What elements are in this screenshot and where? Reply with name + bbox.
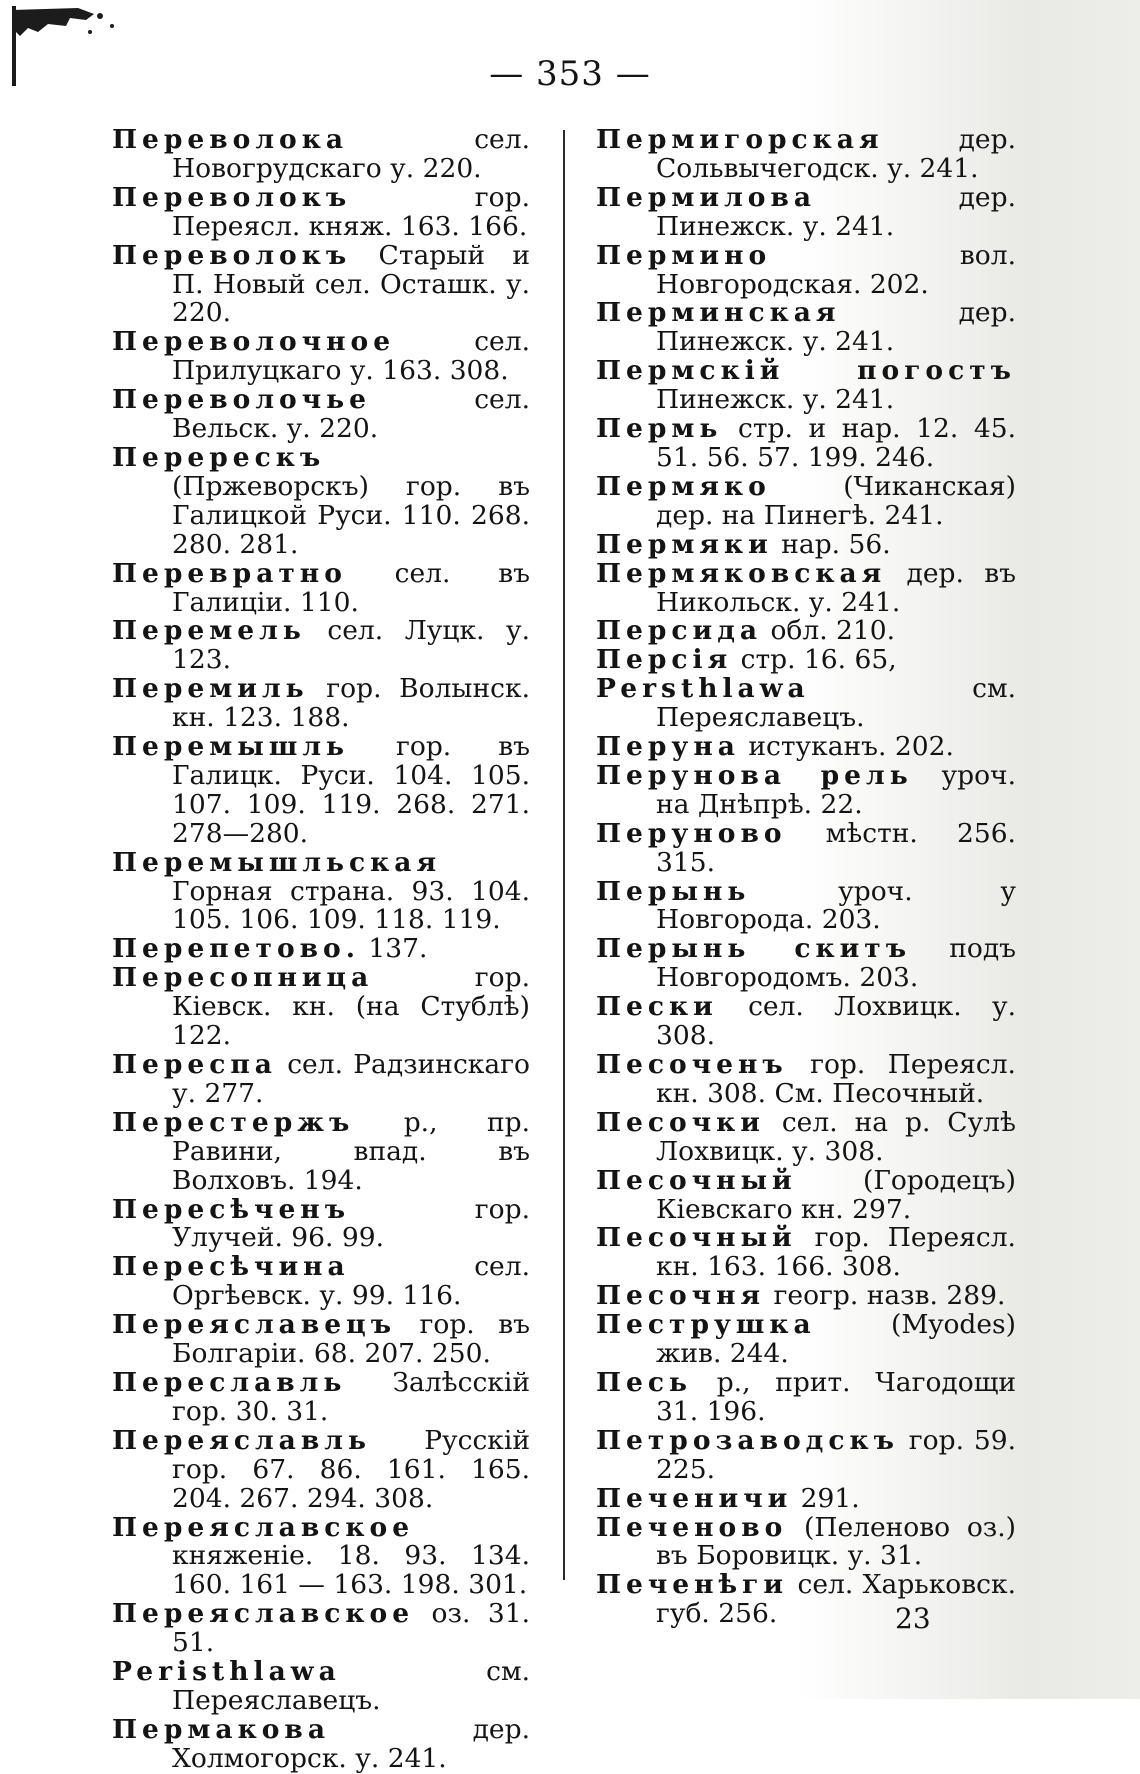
entry-headword: Пересѣченъ [112,1193,351,1225]
entry-references: геогр. назв. 289. [765,1280,1006,1312]
entry-headword: Пермяковская [596,557,887,589]
index-entry [112,1311,530,1369]
entry-headword: Песь [596,1366,693,1398]
entry-headword: Песоченъ [596,1049,788,1080]
index-entry [596,759,1016,820]
index-entry [112,328,530,386]
index-entry [112,964,530,1051]
index-entry [596,1224,1016,1282]
entry-references: гор. Переясл. княж. 163. 166. [172,181,530,242]
index-column-right [596,126,1016,1629]
entry-headword: Пересѣчина [112,1251,350,1283]
entry-references: обл. 210. [762,615,896,647]
entry-references: р., прит. Чагодощи 31. 196. [656,1366,1016,1427]
index-entry [596,993,1016,1051]
index-entry [112,1511,530,1601]
entry-references: р., пр. Равини, впад. въ Волховъ. 194. [172,1106,530,1196]
entry-headword: Перерескъ [112,441,326,473]
entry-headword: Пермакова [112,1713,331,1745]
entry-headword: Пермяки [596,528,773,560]
index-entry [112,1658,530,1716]
entry-headword: Песочный [596,1222,797,1254]
index-entry [596,675,1016,733]
entry-references: дер. Холмогорск. у. 241. [172,1713,530,1774]
entry-headword: Песочки [596,1106,765,1138]
entry-headword: Пермилова [596,181,817,213]
index-entry [596,181,1016,242]
entry-references: сел. Вельск. у. 220. [172,384,530,445]
entry-references: гор. Улучей. 96. 99. [172,1193,530,1254]
index-entry [596,935,1016,993]
entry-headword: Переславль [112,1366,347,1398]
entry-headword: Перевратно [112,557,347,589]
entry-references: Русскій гор. 67. 86. 161. 165. 204. 267. 294. 308. [172,1424,530,1514]
entry-references: сел. Радзинскаго у. 277. [172,1049,530,1109]
entry-headword: Перуново [596,817,787,849]
entry-references: уроч. на Днѣпрѣ. 22. [656,759,1016,820]
entry-headword: Переволочье [112,384,371,416]
index-entry [112,675,530,733]
entry-references: сел. Луцк. у. 123. [172,615,530,676]
index-entry [112,1193,530,1254]
entry-headword: Переволокъ [112,239,352,271]
entry-references: сел. на р. Сулѣ Лохвицк. у. 308. [656,1106,1016,1167]
entry-references: (Пеленово оз.) въ Боровицк. у. 31. [656,1511,1016,1572]
entry-headword: Пермигорская [596,124,884,155]
index-entry [596,733,1016,762]
index-entry [596,875,1016,936]
entry-references: сел. Харьковск. губ. 256. [656,1569,1016,1630]
entry-headword: Персія [596,644,733,676]
entry-headword: Пермяко [596,470,771,502]
index-column-left [112,126,530,1774]
index-entry [112,557,530,618]
entry-references: дер. Пинежск. у. 241. [656,181,1016,242]
entry-references: сел. Новогрудскаго у. 220. [172,124,530,184]
index-entry [596,126,1016,184]
index-entry [112,1106,530,1196]
index-entry [596,1511,1016,1572]
index-entry [596,1051,1016,1109]
entry-references: стр. 16. 65, [732,644,897,676]
entry-headword: Пеструшка [596,1309,816,1341]
index-entry [112,733,530,849]
entry-references: подъ Новгородомъ. 203. [656,933,1017,994]
index-entry [596,1366,1016,1427]
entry-headword: Пермь [596,413,723,445]
entry-headword: Песочня [596,1280,766,1312]
entry-headword: Печенѣги [596,1569,789,1601]
entry-headword: Peristhlawa [112,1656,341,1688]
index-entry [596,1106,1016,1167]
entry-references: истуканъ. 202. [739,731,954,763]
entry-references: (Пржеворскъ) гор. въ Галицкой Руси. 110. 268. 280. 281. [172,470,530,560]
index-entry [596,557,1016,618]
index-entry [112,1600,530,1658]
index-entry [596,357,1016,415]
page-number: — 353 — [489,54,651,94]
entry-headword: Перынь [596,875,751,907]
entry-headword: Переволочное [112,326,396,358]
entry-references: (Чиканская) дер. на Пинегѣ. 241. [656,470,1016,531]
index-entry [596,239,1016,300]
index-entry [112,1366,530,1427]
index-entry [112,1424,530,1514]
entry-references: вол. Новгородская. 202. [656,239,1016,300]
entry-references: дер. въ Никольск. у. 241. [656,557,1016,618]
entry-headword: Песочный [596,1164,797,1196]
entry-references: нар. 56. [772,528,891,560]
index-entry [596,1482,1016,1514]
entry-headword: Перемышльская [112,846,442,878]
index-entry [596,1571,1016,1629]
sheet-signature-number: 23 [895,1602,931,1635]
index-entry [112,617,530,675]
entry-references: гор. Кіевск. кн. (на Стублѣ) 122. [172,962,530,1052]
entry-references: сел. Оргѣевск. у. 99. 116. [172,1251,530,1312]
entry-headword: Пермскій погостъ [596,355,1016,387]
entry-references: Горная страна. 93. 104. 105. 106. 109. 118. 119. [172,875,530,936]
entry-headword: Перепетово. [112,933,360,965]
entry-headword: Печеново [596,1511,788,1543]
entry-headword: Пески [596,991,718,1023]
entry-references: (Myodes) жив. 244. [656,1309,1016,1370]
entry-references: мѣстн. 256. 315. [656,817,1016,878]
index-entry [596,299,1016,357]
entry-headword: Переяславское [112,1598,415,1630]
entry-headword: Переяславецъ [112,1309,397,1341]
index-entry [596,470,1016,531]
entry-references: гор. Переясл. кн. 308. См. Песочный. [656,1049,1016,1109]
entry-headword: Переяславль [112,1424,371,1456]
entry-headword: Перестержъ [112,1106,355,1138]
entry-references: Пинежск. у. 241. [656,384,895,416]
index-entry [112,386,530,444]
entry-references: дер. Сольвычегодск. у. 241. [656,124,1016,184]
entry-references: гор. Волынск. кн. 123. 188. [172,673,530,734]
entry-references: гор. 59. 225. [656,1424,1016,1485]
entry-headword: Перуна [596,731,740,763]
entry-references: стр. и нар. 12. 45. 51. 56. 57. 199. 246. [656,413,1016,473]
entry-references: гор. въ Болгаріи. 68. 207. 250. [172,1309,530,1370]
index-entry [112,181,530,242]
index-entry [112,1051,530,1109]
entry-references: сел. Прилуцкаго у. 163. 308. [172,326,530,387]
index-entry [596,415,1016,473]
entry-headword: Перемель [112,615,306,647]
entry-headword: Перынь скитъ [596,933,912,965]
entry-references: дер. Пинежск. у. 241. [656,297,1016,358]
index-entry [596,646,1016,675]
index-entry [112,441,530,560]
entry-headword: Переяславское [112,1511,415,1543]
entry-references: сел. въ Галиціи. 110. [172,557,530,618]
index-entry [112,1713,530,1774]
index-entry [596,1424,1016,1485]
entry-references: 137. [359,933,428,965]
entry-references: см. Переяславецъ. [172,1656,530,1716]
entry-references: (Городецъ) Кіевскаго кн. 297. [656,1164,1016,1225]
index-entry [112,1253,530,1311]
entry-references: см. Переяславецъ. [656,673,1016,734]
entry-headword: Петрозаводскъ [596,1424,899,1456]
entry-headword: Пересопница [112,962,374,994]
index-entry [596,528,1016,560]
entry-references: уроч. у Новгорода. 203. [656,875,1016,936]
index-entry [596,1282,1016,1311]
index-entry [596,1311,1016,1369]
entry-references: Залѣсскій гор. 30. 31. [172,1366,530,1427]
entry-headword: Перминская [596,297,841,329]
entry-references: 291. [792,1482,860,1514]
entry-headword: Переволокъ [112,181,352,213]
entry-references: гор. Переясл. кн. 163. 166. 308. [656,1222,1016,1283]
index-entry [596,617,1016,646]
entry-references: гор. въ Галицк. Руси. 104. 105. 107. 109. 119. 268. 271. 278—280. [172,731,530,849]
ink-blot-mark [8,6,128,56]
entry-headword: Перемиль [112,673,309,705]
entry-references: Старый и П. Новый сел. Осташк. у. 220. [172,239,530,329]
entry-references: сел. Лохвицк. у. 308. [656,991,1016,1052]
entry-headword: Перунова рель [596,759,913,791]
index-entry [596,817,1016,878]
index-entry [112,239,530,329]
column-divider [563,130,565,1580]
index-entry [112,126,530,184]
entry-headword: Персида [596,615,763,647]
entry-headword: Переспа [112,1049,277,1080]
entry-headword: Перемышль [112,731,350,763]
index-entry [112,935,530,964]
entry-headword: Переволока [112,124,349,155]
entry-references: княженіе. 18. 93. 134. 160. 161 — 163. 198. 301. [172,1540,530,1601]
entry-headword: Пермино [596,239,772,271]
index-entry [112,846,530,936]
entry-references: оз. 31. 51. [172,1598,530,1659]
entry-headword: Persthlawa [596,673,810,705]
entry-headword: Печеничи [596,1482,793,1514]
index-entry [596,1164,1016,1225]
